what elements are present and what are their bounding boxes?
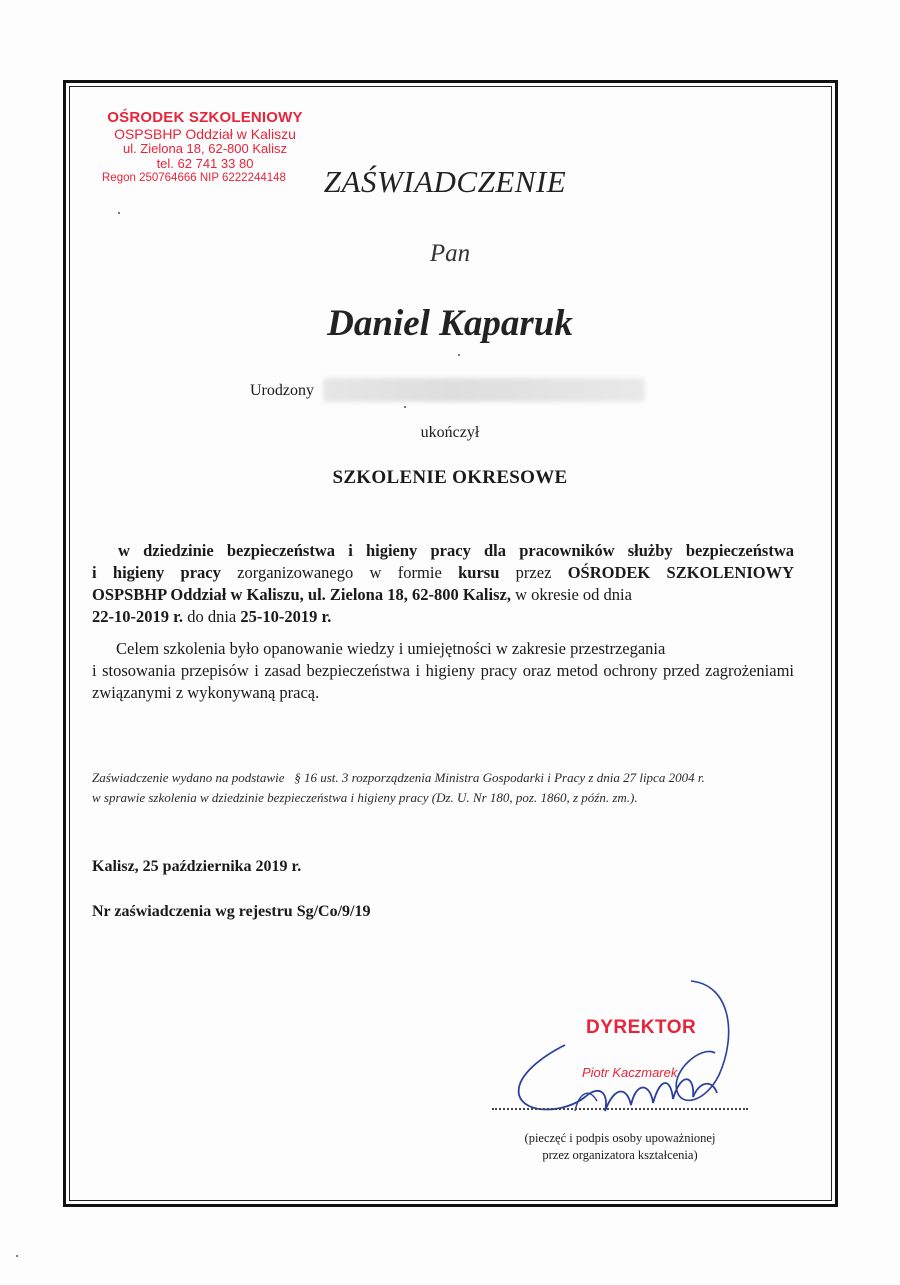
legal-line-1: Zaświadczenie wydano na podstawie § 16 ust. 3 rozporządzenia Ministra Gospodarki i Pracy z dnia 27 lipca 2004 r. [92,770,705,785]
register-number: Nr zaświadczenia wg rejestru Sg/Co/9/19 [92,903,371,920]
goal-line-2: i stosowania przepisów i zasad bezpieczeństwa i higieny pracy oraz metod ochrony przed zagrożeniami związanymi z wykonywaną pracą. [92,661,794,702]
stamp-line-4: tel. 62 741 33 80 [156,156,254,172]
redacted-birth-info [323,378,645,402]
period-from-text: w okresie od dnia [510,585,632,604]
completed-label: ukończył [420,424,480,441]
course-word: kursu [458,563,500,582]
born-label: Urodzony [250,382,314,399]
paper-speck [458,354,460,356]
legal-basis [92,768,804,808]
organizer-name: OŚRODEK SZKOLENIOWY [567,563,794,582]
organizer-address: OSPSBHP Oddział w Kaliszu, ul. Zielona 18, 62-800 Kalisz, [92,585,511,604]
director-stamp-name: Piotr Kaczmarek [582,1065,678,1080]
place-and-date: Kalisz, 25 października 2019 r. [92,858,302,875]
training-description-paragraph [92,540,794,628]
signature-line [492,1108,748,1110]
date-to: 25-10-2019 r. [240,607,332,626]
signature-scribble [505,975,745,1125]
director-stamp-title: DYREKTOR [586,1017,697,1038]
date-from: 22-10-2019 r. [92,607,184,626]
salutation: Pan [429,240,471,267]
paper-speck [16,1255,18,1257]
organization-stamp [100,110,310,184]
stamp-line-2: OSPSBHP Oddział w Kaliszu [114,125,296,142]
legal-line-2: w sprawie szkolenia w dziedzinie bezpieczeństwa i higieny pracy (Dz. U. Nr 180, poz. 1860, z późn. zm.). [92,790,638,805]
training-goal-paragraph [92,638,794,704]
caption-line-2: przez organizatora kształcenia) [542,1148,698,1162]
field-text: w dziedzinie bezpieczeństwa i higieny pracy dla pracowników służby bezpieczeństwa [118,541,794,560]
stamp-line-1: OŚRODEK SZKOLENIOWY [107,109,303,126]
goal-line-1: Celem szkolenia było opanowanie wiedzy i umiejętności w zakresie przestrzegania [116,639,666,658]
training-type: SZKOLENIE OKRESOWE [332,467,568,488]
certificate-title: ZAŚWIADCZENIE [323,164,567,199]
by-text: przez [499,563,568,582]
recipient-name: Daniel Kaparuk [327,303,573,344]
paper-speck [118,212,120,214]
caption-line-1: (pieczęć i podpis osoby upoważnionej [524,1131,716,1145]
field-text-start: i higieny pracy [92,563,221,582]
to-label: do dnia [183,607,241,626]
signature-caption [490,1130,750,1164]
paper-speck [404,406,406,408]
organized-text: zorganizowanego w formie [220,563,459,582]
stamp-line-5: Regon 250764666 NIP 6222244148 [102,171,286,184]
stamp-line-3: ul. Zielona 18, 62-800 Kalisz [122,141,288,157]
